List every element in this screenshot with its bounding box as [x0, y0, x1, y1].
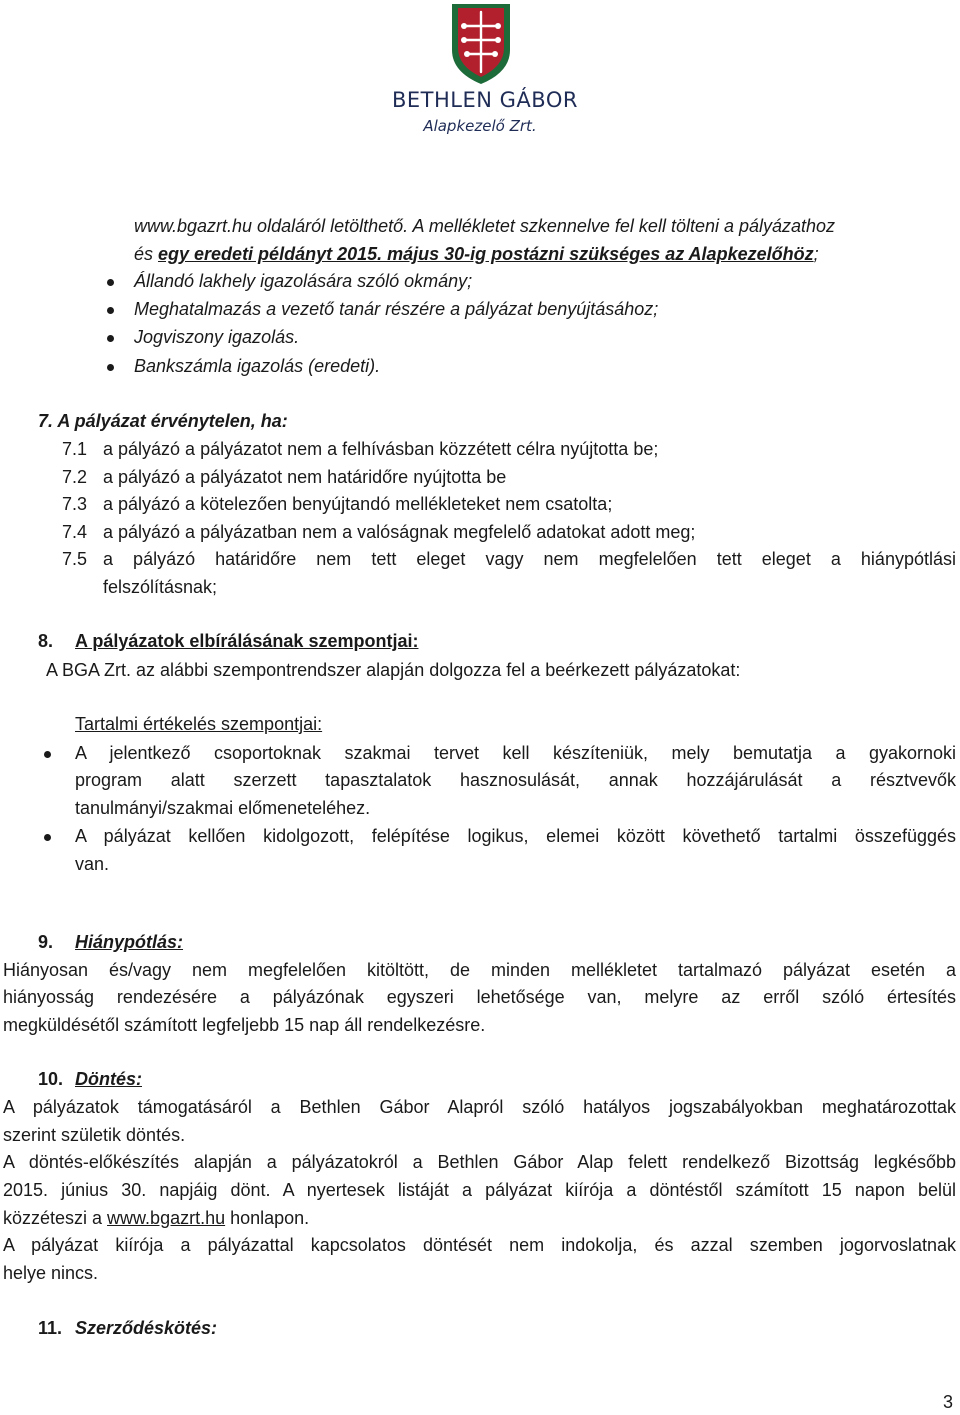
bullet-icon — [107, 279, 114, 286]
section-11-number: 11. — [38, 1318, 63, 1338]
section-9-line-1: Hiányosan és/vagy nem megfelelően kitöltött, de minden mellékletet tartalmazó pályázat esetén a — [3, 960, 956, 980]
section-10-p2-line-3-start: közzéteszi a — [3, 1208, 108, 1228]
list-item: Állandó lakhely igazolására szóló okmány; — [134, 271, 473, 291]
bgazrt-link[interactable]: www.bgazrt.hu — [107, 1208, 226, 1228]
intro-line-1 — [134, 216, 956, 237]
section-10-p2-line-3 — [3, 1208, 309, 1229]
section-8-bullet-2-line-2: van. — [75, 854, 110, 874]
list-item: Meghatalmazás a vezető tanár részére a pályázat benyújtásához; — [134, 299, 659, 319]
section-7-item-text-continued: felszólításnak; — [103, 577, 218, 597]
list-item: Bankszámla igazolás (eredeti). — [134, 356, 381, 376]
section-10-p2-line-3-end: honlapon. — [225, 1208, 310, 1228]
section-7-item-number: 7.4 — [62, 522, 88, 542]
section-10-p3-line-1: A pályázat kiírója a pályázattal kapcsolatos döntését nem indokolja, és azzal szemben jogorvoslatnak — [3, 1235, 956, 1255]
section-8-bullet-2-line-1: A pályázat kellően kidolgozott, felépítése logikus, elemei között követhető tartalmi összefüggés — [75, 826, 956, 846]
section-7-item-number: 7.3 — [62, 494, 88, 514]
section-9-heading: Hiánypótlás: — [75, 932, 184, 952]
section-10-p1-line-2: szerint születik döntés. — [3, 1125, 186, 1145]
section-9-line-2: hiányosság rendezésére a pályázónak egyszeri lehetősége van, melyre az erről szóló értesítés — [3, 987, 956, 1007]
bullet-icon — [44, 751, 51, 758]
section-7-item-text: a pályázó a pályázatot nem határidőre nyújtotta be — [103, 467, 507, 487]
section-8-bullet-1-line-2: program alatt szerzett tapasztalatok hasznosulását, annak hozzájárulását a résztvevők — [75, 770, 956, 790]
section-10-p1-line-1: A pályázatok támogatásáról a Bethlen Gábor Alapról szóló hatályos jogszabályokban meghatározottak — [3, 1097, 956, 1117]
page-number: 3 — [943, 1392, 954, 1412]
section-10-p2-line-1: A döntés-előkészítés alapján a pályázatokról a Bethlen Gábor Alap felett rendelkező Bizottság legkésőbb — [3, 1152, 956, 1172]
section-11-heading: Szerződéskötés: — [75, 1318, 218, 1338]
bullet-icon — [107, 364, 114, 371]
intro-line-2-end: ; — [813, 244, 819, 264]
intro-line-2-underlined: egy eredeti példányt 2015. május 30-ig postázni szükséges az Alapkezelőhöz — [158, 244, 814, 264]
section-7-item-text: a pályázó a pályázatban nem a valóságnak megfelelő adatokat adott meg; — [103, 522, 696, 542]
section-7-heading: 7. A pályázat érvénytelen, ha: — [38, 411, 288, 431]
section-7-item-text: a pályázó a kötelezően benyújtandó mellékleteket nem csatolta; — [103, 494, 613, 514]
section-8-bullet-1-line-3: tanulmányi/szakmai előmeneteléhez. — [75, 798, 371, 818]
section-8-intro: A BGA Zrt. az alábbi szempontrendszer alapján dolgozza fel a beérkezett pályázatokat: — [46, 660, 741, 680]
bullet-icon — [107, 307, 114, 314]
section-7-item-number: 7.5 — [62, 549, 88, 569]
intro-line-1-text: www.bgazrt.hu oldaláról letölthető. A mellékletet szkennelve fel kell tölteni a pályázathoz — [134, 216, 836, 236]
section-8-subheading: Tartalmi értékelés szempontjai: — [75, 714, 323, 734]
section-9-number: 9. — [38, 932, 54, 952]
section-8-bullet-1-line-1: A jelentkező csoportoknak szakmai tervet kell készíteniük, mely bemutatja a gyakornoki — [75, 743, 956, 763]
logo-org-name: BETHLEN GÁBOR — [392, 88, 578, 112]
list-item: Jogviszony igazolás. — [134, 327, 300, 347]
section-7-item-number: 7.1 — [62, 439, 88, 459]
section-10-heading: Döntés: — [75, 1069, 142, 1089]
section-7-item-text: a pályázó határidőre nem tett eleget vagy nem megfelelően tett eleget a hiánypótlási — [103, 549, 956, 569]
section-10-p3-line-2: helye nincs. — [3, 1263, 99, 1283]
section-10-number: 10. — [38, 1069, 64, 1089]
logo-org-subtitle: Alapkezelő Zrt. — [423, 117, 537, 135]
section-8-heading: A pályázatok elbírálásának szempontjai: — [75, 631, 419, 651]
bullet-icon — [44, 834, 51, 841]
section-9-line-3: megküldésétől számított legfeljebb 15 nap áll rendelkezésre. — [3, 1015, 486, 1035]
section-7-item-number: 7.2 — [62, 467, 88, 487]
section-8-number: 8. — [38, 631, 54, 651]
bullet-icon — [107, 335, 114, 342]
intro-line-2-start: és — [134, 244, 159, 264]
intro-line-2 — [134, 244, 819, 265]
section-7-item-text: a pályázó a pályázatot nem a felhívásban közzétett célra nyújtotta be; — [103, 439, 659, 459]
section-10-p2-line-2: 2015. június 30. napjáig dönt. A nyertesek listáját a pályázat kiírója a döntéstől számított 15 napon belül — [3, 1180, 956, 1200]
